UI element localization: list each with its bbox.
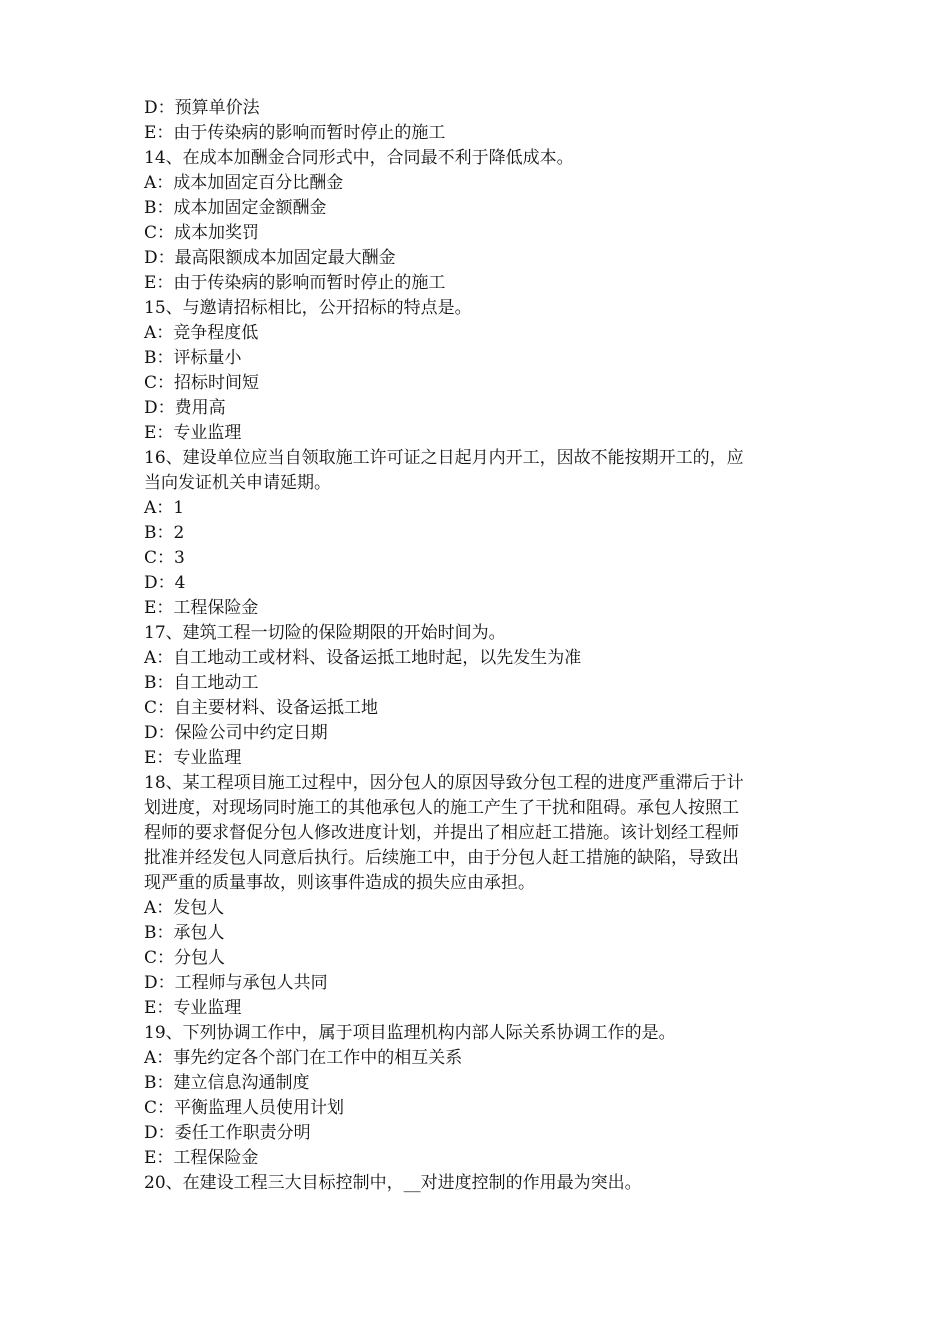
option-line: C：招标时间短	[144, 373, 260, 393]
option-line: A：竞争程度低	[144, 323, 259, 343]
option-line: A：发包人	[144, 898, 225, 918]
option-line: D：预算单价法	[144, 98, 260, 118]
option-line: E：专业监理	[144, 998, 242, 1018]
question-stem: 19、下列协调工作中，属于项目监理机构内部人际关系协调工作的是。	[144, 1023, 676, 1043]
option-line: B：承包人	[144, 923, 225, 943]
option-line: B：成本加固定金额酬金	[144, 198, 327, 218]
option-line: E：工程保险金	[144, 598, 259, 618]
question-stem: 划进度，对现场同时施工的其他承包人的施工产生了干扰和阻碍。承包人按照工	[144, 798, 739, 818]
option-line: D：保险公司中约定日期	[144, 723, 328, 743]
option-line: E：专业监理	[144, 748, 242, 768]
option-line: A：自工地动工或材料、设备运抵工地时起，以先发生为准	[144, 648, 582, 668]
option-line: C：自主要材料、设备运抵工地	[144, 698, 379, 718]
option-line: C：平衡监理人员使用计划	[144, 1098, 345, 1118]
option-line: B：自工地动工	[144, 673, 259, 693]
option-line: D：4	[144, 573, 186, 593]
question-stem: 15、与邀请招标相比，公开招标的特点是。	[144, 298, 472, 318]
question-stem: 17、建筑工程一切险的保险期限的开始时间为。	[144, 623, 506, 643]
option-line: D：最高限额成本加固定最大酬金	[144, 248, 396, 268]
option-line: A：成本加固定百分比酬金	[144, 173, 344, 193]
option-line: D：委任工作职责分明	[144, 1123, 311, 1143]
option-line: C：3	[144, 548, 185, 568]
option-line: B：评标量小	[144, 348, 242, 368]
option-line: E：工程保险金	[144, 1148, 259, 1168]
question-stem: 20、在建设工程三大目标控制中，__对进度控制的作用最为突出。	[144, 1173, 642, 1193]
question-stem: 16、建设单位应当自领取施工许可证之日起月内开工，因故不能按期开工的，应	[144, 448, 744, 468]
question-stem: 18、某工程项目施工过程中，因分包人的原因导致分包工程的进度严重滞后于计	[144, 773, 744, 793]
option-line: B：2	[144, 523, 185, 543]
option-line: A：事先约定各个部门在工作中的相互关系	[144, 1048, 463, 1068]
question-stem: 当向发证机关申请延期。	[144, 473, 331, 493]
question-stem: 批准并经发包人同意后执行。后续施工中，由于分包人赶工措施的缺陷，导致出	[144, 848, 739, 868]
option-line: D：工程师与承包人共同	[144, 973, 328, 993]
option-line: E：由于传染病的影响而暂时停止的施工	[144, 273, 446, 293]
option-line: A：1	[144, 498, 185, 518]
option-line: C：分包人	[144, 948, 226, 968]
question-stem: 现严重的质量事故，则该事件造成的损失应由承担。	[144, 873, 535, 893]
document-page	[144, 96, 812, 1196]
option-line: B：建立信息沟通制度	[144, 1073, 310, 1093]
option-line: C：成本加奖罚	[144, 223, 260, 243]
question-stem: 14、在成本加酬金合同形式中，合同最不利于降低成本。	[144, 148, 574, 168]
option-line: E：专业监理	[144, 423, 242, 443]
question-stem: 程师的要求督促分包人修改进度计划，并提出了相应赶工措施。该计划经工程师	[144, 823, 739, 843]
option-line: D：费用高	[144, 398, 226, 418]
option-line: E：由于传染病的影响而暂时停止的施工	[144, 123, 446, 143]
